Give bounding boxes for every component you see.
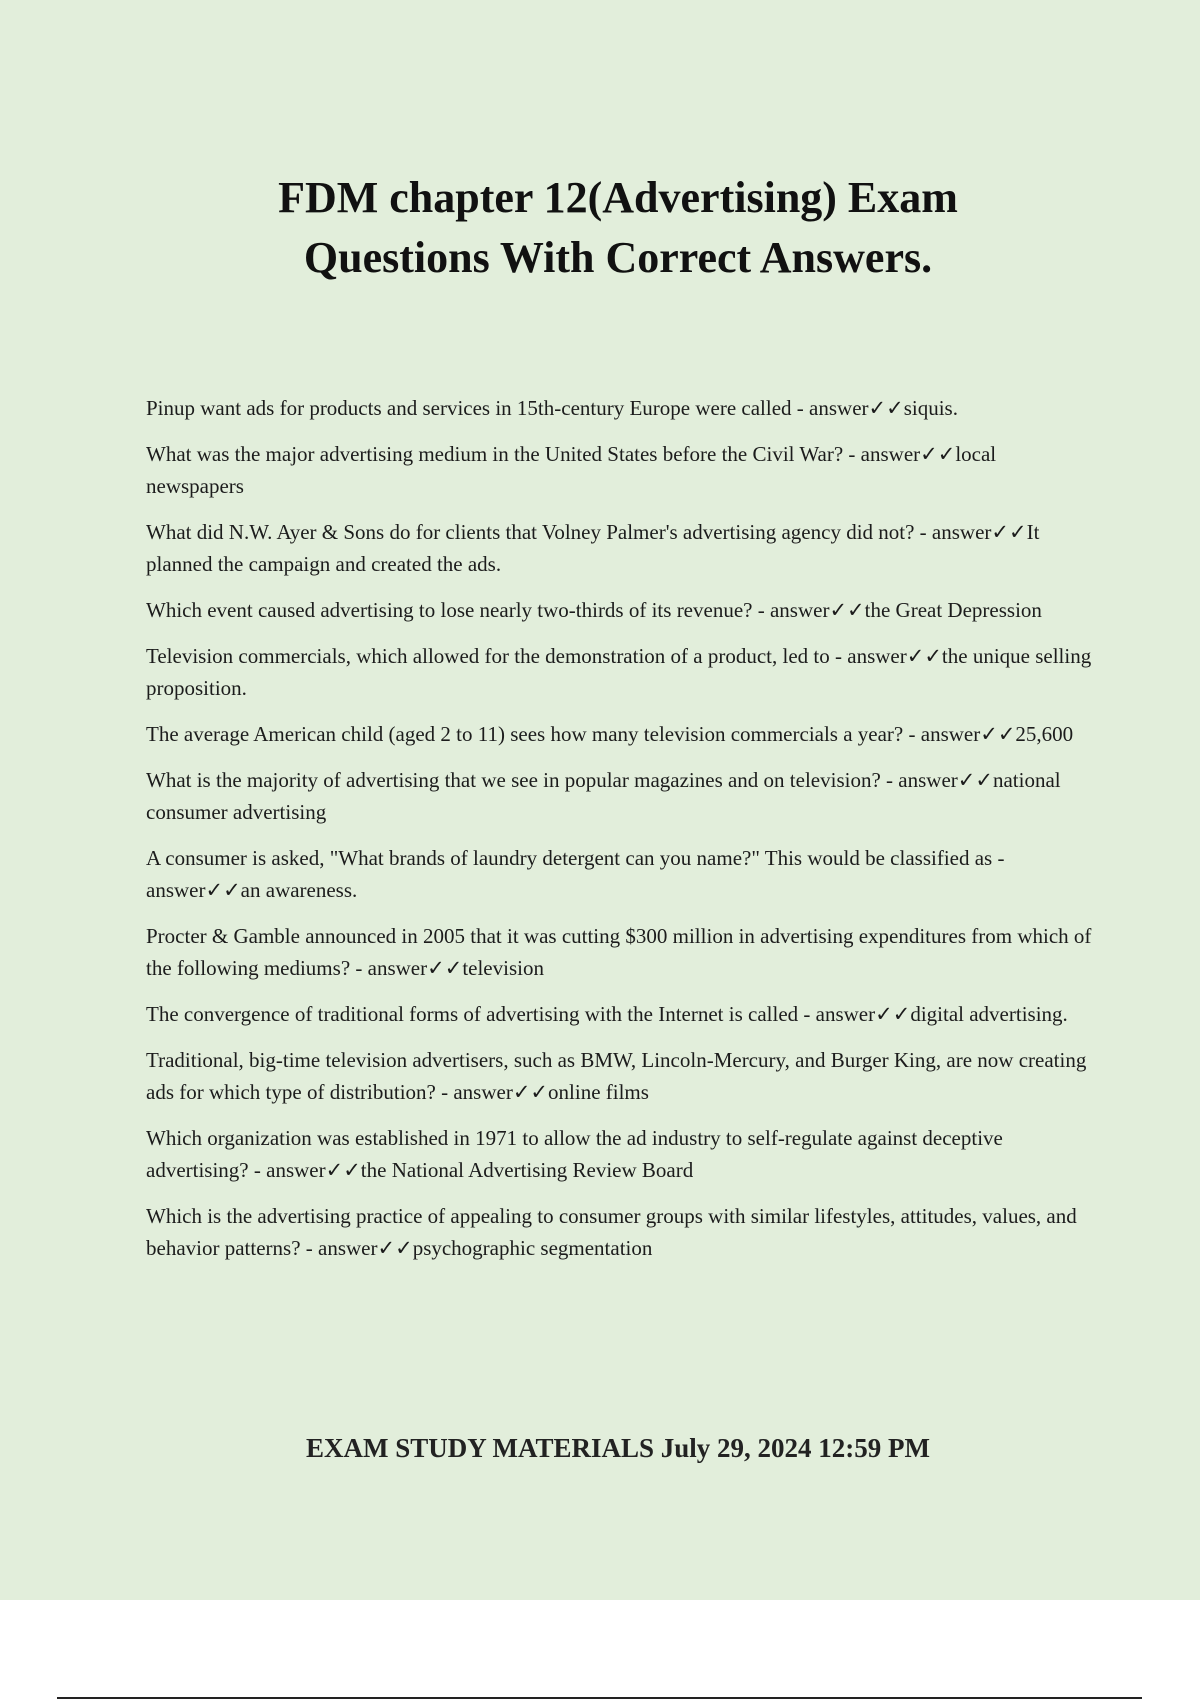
answer-text: digital advertising.	[910, 1002, 1068, 1026]
answer-marker: answer✓✓	[367, 956, 463, 980]
question-text: Procter & Gamble announced in 2005 that it was cutting $300 million in advertising expenditures from which of the following mediums? -	[146, 924, 1092, 980]
answer-marker: answer✓✓	[266, 1158, 361, 1182]
answer-marker: answer✓✓	[847, 644, 942, 668]
answer-text: the unique selling proposition.	[146, 644, 1092, 700]
document-title	[0, 168, 1200, 288]
qa-item	[146, 1122, 1096, 1186]
question-text: Which event caused advertising to lose nearly two-thirds of its revenue? -	[146, 598, 770, 622]
answer-marker: answer✓✓	[815, 1002, 911, 1026]
answer-marker: answer✓✓	[453, 1080, 549, 1104]
qa-item	[146, 1200, 1096, 1264]
bottom-divider	[57, 1697, 1142, 1699]
qa-item	[146, 718, 1096, 750]
answer-text: siquis.	[903, 396, 958, 420]
question-text: What did N.W. Ayer & Sons do for clients that Volney Palmer's advertising agency did not? -	[146, 520, 932, 544]
answer-text: local newspapers	[146, 442, 997, 498]
answer-text: television	[462, 956, 544, 980]
footer-stamp: EXAM STUDY MATERIALS July 29, 2024 12:59 PM	[305, 1433, 931, 1463]
answer-text: online films	[548, 1080, 649, 1104]
answer-marker: answer✓✓	[769, 598, 865, 622]
qa-item	[146, 516, 1096, 580]
answer-text: national consumer advertising	[146, 768, 1061, 824]
question-text: Television commercials, which allowed for the demonstration of a product, led to -	[146, 644, 848, 668]
answer-text: the Great Depression	[864, 598, 1042, 622]
qa-item	[146, 764, 1096, 828]
qa-item	[146, 920, 1096, 984]
answer-text: It planned the campaign and created the ads.	[146, 520, 1040, 576]
title-line-2: Questions With Correct Answers.	[303, 233, 933, 282]
question-text: A consumer is asked, "What brands of laundry detergent can you name?" This would be classified as -	[146, 846, 1005, 870]
qa-item	[146, 594, 1096, 626]
qa-item	[146, 438, 1096, 502]
qa-item	[146, 640, 1096, 704]
qa-item	[146, 998, 1096, 1030]
question-text: Which organization was established in 1971 to allow the ad industry to self-regulate against deceptive advertising? -	[146, 1126, 1003, 1182]
question-text: Traditional, big-time television advertisers, such as BMW, Lincoln-Mercury, and Burger King, are now creating ads for which type of distribution? -	[146, 1048, 1087, 1104]
answer-marker: answer✓✓	[931, 520, 1027, 544]
question-text: The average American child (aged 2 to 11) sees how many television commercials a year? -	[146, 722, 921, 746]
answer-marker: answer✓✓	[898, 768, 993, 792]
question-answer-list	[146, 392, 1096, 1278]
question-text: Which is the advertising practice of appealing to consumer groups with similar lifestyles, attitudes, values, and behavior patterns? -	[146, 1204, 1077, 1260]
question-text: What was the major advertising medium in the United States before the Civil War? -	[146, 442, 861, 466]
qa-item	[146, 1044, 1096, 1108]
qa-item	[146, 392, 1096, 424]
answer-text: an awareness.	[240, 878, 358, 902]
answer-marker: answer✓✓	[809, 396, 904, 420]
answer-text: the National Advertising Review Board	[360, 1158, 694, 1182]
qa-item	[146, 842, 1096, 906]
answer-marker: answer✓✓	[146, 878, 241, 902]
question-text: What is the majority of advertising that we see in popular magazines and on television? -	[146, 768, 899, 792]
answer-text: 25,600	[1015, 722, 1074, 746]
question-text: Pinup want ads for products and services in 15th-century Europe were called -	[146, 396, 810, 420]
answer-text: psychographic segmentation	[412, 1236, 653, 1260]
answer-marker: answer✓✓	[318, 1236, 413, 1260]
answer-marker: answer✓✓	[920, 722, 1016, 746]
answer-marker: answer✓✓	[860, 442, 956, 466]
title-line-1: FDM chapter 12(Advertising) Exam	[278, 173, 958, 222]
question-text: The convergence of traditional forms of advertising with the Internet is called -	[146, 1002, 816, 1026]
